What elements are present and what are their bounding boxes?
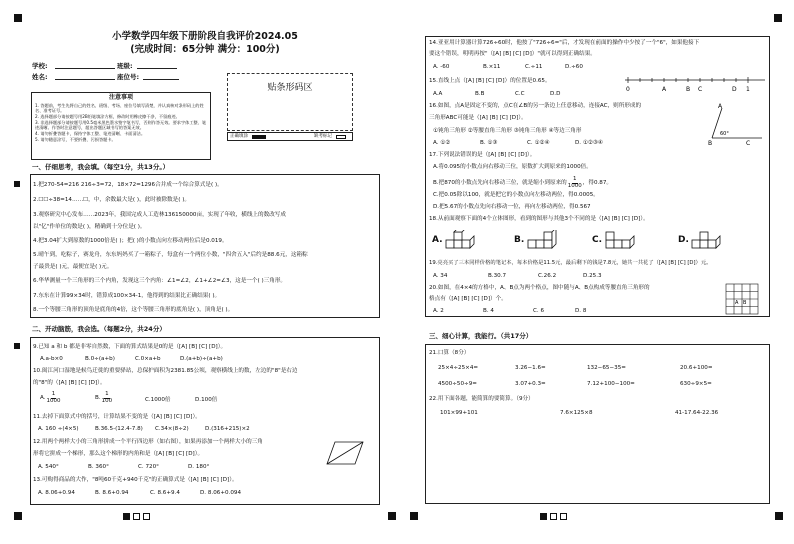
q13-option-a[interactable]: A. 8.06+0.94	[38, 490, 75, 496]
notice-box	[31, 92, 211, 160]
q16-statements: ①钝角三角形 ②等腰直角三角形 ③钝角三角形 ④等边三角形	[433, 128, 582, 134]
page-code-marks	[123, 513, 150, 520]
q14-option-a[interactable]: A. -60	[433, 64, 450, 70]
q13-option-b[interactable]: B. 8.6+0.94	[95, 490, 129, 496]
notice-line: 4. 请勿折叠答题卡，保持字体工整、笔迹清晰、卡面清洁。	[35, 130, 146, 136]
q18-label-b[interactable]: B.	[514, 235, 525, 245]
q10-option-b-label: B.	[95, 394, 101, 401]
q19-option-a[interactable]: A. 34	[433, 273, 448, 279]
svg-text:A: A	[735, 300, 739, 306]
q17-option-a[interactable]: A.将0.095的小数点向右移动三位，原数扩大到原来的1000倍。	[433, 164, 592, 170]
parallelogram-figure	[325, 440, 365, 466]
filled-sample	[252, 135, 266, 139]
number-line-figure	[620, 74, 770, 94]
q18-options	[432, 230, 762, 254]
calc-item: 132−65−35=	[587, 365, 626, 371]
alignment-mark	[14, 512, 22, 520]
q17-b-text2: ，得0.87。	[582, 179, 613, 186]
cube-figure-b	[526, 230, 558, 250]
exam-subtitle: (完成时间：65分钟 满分：100分)	[130, 44, 280, 55]
section1-heading: 一、仔细思考，我会填。（每空1分，共13分。）	[32, 163, 170, 171]
calc-item: 3.07+0.3=	[515, 381, 546, 387]
class-label: 班级:	[117, 62, 133, 70]
q12-option-d[interactable]: D. 180°	[188, 464, 210, 470]
q19-option-c[interactable]: C.26.2	[538, 273, 557, 279]
question-3-line2: 以"亿"作单位的数是( )，精确到十分位是( )。	[33, 224, 146, 230]
notice-line: 3. 非选择题部分请按题号用0.5毫米黑色墨水签字笔书写，否则作答无效。要求字体工整、笔迹清晰。作答时注意题号，超出答题区域书写的答案无效。	[35, 119, 207, 131]
alignment-mark	[14, 14, 22, 22]
question-22: 22.用下面各题，能简算的要简算。（9分）	[429, 396, 534, 402]
calc-item: 3.26−1.6=	[515, 365, 546, 371]
question-11: 11.去掉下面算式中的括号，计算结果不变的是（[A] [B] [C] [D]）。	[33, 414, 201, 420]
q18-label-a[interactable]: A.	[432, 235, 443, 245]
calc-item: 101×99+101	[440, 410, 478, 416]
page-code-marks	[540, 513, 567, 520]
angle-label-60: 60°	[720, 131, 729, 137]
seat-field[interactable]	[143, 79, 179, 80]
calc-item: 4500÷50÷9=	[438, 381, 477, 387]
q12-option-b[interactable]: B. 360°	[88, 464, 109, 470]
question-16-line1: 16.如图，点A是固定不变的，点C在∠B的另一条边上任意移动，连接AC，则所形成的	[429, 103, 642, 109]
missing-checkbox[interactable]	[336, 135, 346, 139]
notice-line: 2. 选择题部分请按题号用2B铅笔填涂方框，修改时用橡皮擦干净，不留痕迹。	[35, 113, 180, 119]
barcode-area	[227, 73, 353, 131]
question-8: 8.一个等腰三角形的顶角是底角的4倍，这个等腰三角形的底角是( )，顶角是( )。	[33, 307, 234, 313]
grid-figure	[724, 282, 760, 316]
barcode-title: 贴条形码区	[267, 83, 313, 93]
q15-option-b[interactable]: B.B	[475, 91, 485, 97]
fill-label: 正确填涂	[230, 133, 248, 139]
question-10-line2: 的"8"的（[A] [B] [C] [D]）。	[33, 380, 106, 386]
q10-a-num: 1	[51, 391, 56, 397]
q18-label-d[interactable]: D.	[678, 235, 689, 245]
q16-option-c[interactable]: C. ①②④	[527, 140, 550, 146]
school-field[interactable]	[55, 68, 115, 69]
q9-option-b[interactable]: B.0÷(a+b)	[85, 356, 115, 362]
question-15: 15.直线上点（[A] [B] [C] [D]）的位置是0.65。	[429, 78, 551, 84]
q12-option-c[interactable]: C. 720°	[138, 464, 159, 470]
q19-option-b[interactable]: B.30.7	[488, 273, 507, 279]
class-field[interactable]	[137, 68, 177, 69]
q16-option-b[interactable]: B. ①③	[480, 140, 498, 146]
alignment-mark	[774, 14, 782, 22]
exam-title: 小学数学四年级下册阶段自我评价2024.05	[112, 31, 298, 42]
numline-label: D	[732, 86, 737, 93]
alignment-mark	[775, 512, 783, 520]
q15-option-d[interactable]: D.D	[550, 91, 561, 97]
alignment-mark	[14, 181, 20, 187]
alignment-mark	[410, 512, 418, 520]
question-13: 13.可购得商品的大作，"8吨60千克+940千克"的正确算式是（[A] [B] [C] [D]）。	[33, 477, 238, 483]
numline-label: A	[662, 86, 667, 93]
q14-option-b[interactable]: B.×11	[483, 64, 501, 70]
q10-a-den: 1000	[46, 397, 61, 404]
q10-option-a[interactable]	[40, 392, 61, 404]
q9-option-d[interactable]: D.(a+b)÷(a+b)	[180, 356, 223, 362]
q14-option-c[interactable]: C.÷11	[525, 64, 543, 70]
calc-item: 41-17.64-22.36	[675, 410, 719, 416]
q9-option-a[interactable]: A.a-b×0	[40, 356, 63, 362]
q20-option-d[interactable]: D. 8	[575, 308, 587, 314]
q10-b-den: 100	[101, 397, 113, 404]
question-12-line2: 形将它拼成一个梯形，那么这个梯形的内角和是（[A] [B] [C] [D]）。	[33, 451, 204, 457]
question-3-line1: 3.观察研究中心发布……2023年，我国完成人工造林136150000亩，实现了年收，横线上的数改写成	[33, 212, 286, 218]
numline-label: B	[686, 86, 691, 93]
calc-item: 630÷9×5=	[680, 381, 712, 387]
section2-heading: 二、开动脑筋，我会选。（每题2分，共24分）	[32, 325, 166, 333]
question-14-line2: 要这个错误，明明再按"（[A] [B] [C] [D]）"就可以得到正确结果。	[429, 51, 596, 57]
q17-option-c[interactable]: C.把0.05除以100，就是把它的小数点向左移动两位，得0.0005。	[433, 192, 599, 198]
q13-option-c[interactable]: C. 8.6+9.4	[150, 490, 180, 496]
svg-text:B: B	[743, 300, 747, 306]
numline-label: C	[698, 86, 703, 93]
cube-figure-a	[444, 230, 476, 250]
q15-option-c[interactable]: C.C	[515, 91, 525, 97]
question-9: 9.已知 a 和 b 都是非零自然数，下面的算式结果是0的是（[A] [B] [C] [D]）。	[33, 344, 227, 350]
question-20-line1: 20.如图，在4×4的方格中，A、B点为两个格点，图中随与A、B点构成等腰直角三角形的	[429, 285, 650, 291]
fill-legend	[227, 132, 353, 141]
school-label: 学校:	[32, 62, 48, 70]
notice-title: 注意事项	[108, 94, 133, 101]
question-20-line2: 格点有（[A] [B] [C] [D]）个。	[429, 296, 507, 302]
q19-option-d[interactable]: D.25.3	[583, 273, 602, 279]
q16-option-d[interactable]: D. ①②③④	[575, 140, 603, 146]
q10-option-d[interactable]: D.100倍	[195, 397, 218, 403]
q14-option-d[interactable]: D.÷60	[565, 64, 583, 70]
q10-b-num: 1	[105, 391, 109, 397]
name-field[interactable]	[55, 79, 115, 80]
q13-option-d[interactable]: D. 8.06+0.094	[200, 490, 242, 496]
question-14-line1: 14.亚亚用计算器计算726÷60时，他按了"726÷6="后，才发现在前面的操作中少按了一个"6"，如果他接下	[429, 40, 700, 46]
q17-option-d[interactable]: D.把5.67的小数点先向右移动一位，再向左移动两位，得0.567	[433, 204, 591, 210]
calc-item: 7.6×125×8	[560, 410, 593, 416]
question-5-line1: 5.晴午到，吃粽子，赛龙舟，东东妈妈买了一箱粽子，每盒有一个两位小数，"四舍五入"后约是88.6元，这箱粽	[33, 252, 308, 258]
q10-option-b[interactable]	[95, 392, 112, 404]
q11-option-c[interactable]: C.34×(8÷2)	[155, 426, 189, 432]
q9-option-c[interactable]: C.0×a+b	[135, 356, 161, 362]
cube-figure-d	[690, 230, 722, 250]
q20-option-b[interactable]: B. 4	[483, 308, 494, 314]
q17-b-text: B.把870的小数点先向右移动三位，就是缩小到原来的	[433, 179, 567, 186]
q11-option-d[interactable]: D.(316+215)×2	[205, 426, 250, 432]
question-6: 6.华华测量一个三角形的三个内角，发现这三个内角：∠1=∠2，∠1+∠2=∠3，这是一个( )三角形。	[33, 278, 287, 284]
numline-label: 0	[626, 86, 630, 93]
q11-option-b[interactable]: B.36.5-(12.4-7.8)	[95, 426, 143, 432]
question-12-line1: 12.用两个两样大小的三角形拼成一个平行四边形（如右图），如果再添加一个两样大小的三角	[33, 439, 263, 445]
angle-figure	[708, 102, 766, 146]
angle-label-a: A	[718, 103, 723, 110]
question-4: 4.把3.04扩大到原数的1000倍是( )；把( )的小数点向左移动两位后是0.019。	[33, 238, 228, 244]
question-17: 17.下列说法错误的是（[A] [B] [C] [D]）。	[429, 152, 536, 158]
notice-body	[32, 102, 210, 144]
missing-label: 缺考标记	[314, 133, 332, 139]
question-5-line2: 子最贵是( )元，最便宜是( )元。	[33, 264, 113, 270]
calc-item: 7.12+100−100=	[587, 381, 635, 387]
question-19: 19.亮亮买了三本同样价格的笔记本，每本价格是11.5元，最后剩下的钱是7.8元，她共一共花了（[A] [B] [C] [D]）元。	[429, 260, 712, 266]
seat-label: 座位号:	[117, 73, 140, 81]
numline-label: 1	[746, 86, 750, 93]
angle-label-c: C	[746, 140, 751, 146]
q16-option-a[interactable]: A. ①②	[433, 140, 451, 146]
calc-item: 25×4÷25×4=	[438, 365, 479, 371]
name-label: 姓名:	[32, 73, 48, 81]
notice-line: 5. 请勿随意涂写，不要折叠、污损答题卡。	[35, 136, 116, 142]
q11-option-a[interactable]: A. 160 ÷(4×5)	[38, 426, 79, 432]
calc-item: 20.6+100=	[680, 365, 713, 371]
alignment-mark	[388, 512, 396, 520]
notice-line: 1. 答题前，考生先将自己的姓名、班级、考场、座位号填写清楚，并认真核对条形码上的姓名、准考证号。	[35, 102, 204, 114]
q12-option-a[interactable]: A. 540°	[38, 464, 59, 470]
question-7: 7.东东在计算99×34时，错算成100×34-1，他得到的结果比正确结果( )。	[33, 293, 221, 299]
question-18: 18.从前面观察下面的4个立体图形，看到的图形与其他3个不同的是（[A] [B] [C] [D]）。	[429, 216, 649, 222]
question-16-line2: 三角形ABC可能是（[A] [B] [C] [D]）。	[429, 115, 527, 121]
angle-label-b: B	[708, 140, 713, 146]
q10-option-c[interactable]: C.1000倍	[145, 397, 171, 403]
cube-figure-c	[604, 230, 636, 250]
question-2: 2.☐☐÷38=14……☐，中，余数最大是( )，此时被除数是( )。	[33, 197, 190, 203]
q15-option-a[interactable]: A.A	[433, 91, 443, 97]
section3-heading: 三、细心计算，我能行。（共17分）	[429, 332, 533, 340]
question-1: 1.把270-54=216 216÷3=72，18×72=1296合并成一个综合算式是( )。	[33, 182, 223, 188]
q10-option-a-label: A.	[40, 394, 46, 401]
question-21: 21.口算（8分）	[429, 350, 470, 356]
q17-option-b[interactable]: B.把870的小数点先向右移动三位，就是缩小到原来的 $\frac{1}{1000}$ ，得0.87。	[433, 176, 613, 189]
question-10-line1: 10.闽江河口湿地是候鸟迁徙的重要驿站，总保护面积为2381.85公顷，观察横线上的数，左边的"8"是右边	[33, 368, 298, 374]
q18-label-c[interactable]: C.	[592, 235, 603, 245]
q20-option-c[interactable]: C. 6	[533, 308, 545, 314]
q20-option-a[interactable]: A. 2	[433, 308, 444, 314]
alignment-mark	[14, 343, 20, 349]
